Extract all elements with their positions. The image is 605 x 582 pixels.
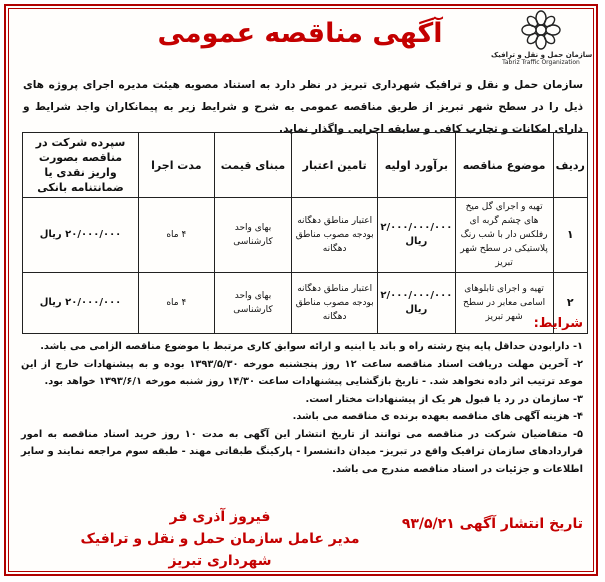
row-subject: تهیه و اجرای گل میخ های چشم گربه ای رفلکس دار با شب رنگ پلاستیکی در سطح شهر تبریز <box>455 198 553 273</box>
header-funding: تامین اعتبار <box>292 133 378 198</box>
table-row <box>23 273 588 334</box>
condition-item: ۵- متقاضیان شرکت در مناقصه می توانند از تاریخ انتشار این آگهی به مدت ۱۰ روز خرید اسناد مناقصه به امور قراردادهای سازمان ترافیک واقع در تبریز- میدان دانشسرا - پارکینگ طبقاتی مهند - طبقه سوم مراجعه نمایند و سایر اطلاعات و جزئیات در اسناد مناقصه مندرج می باشد. <box>21 428 583 475</box>
row-price-basis: بهای واحد کارشناسی <box>214 273 292 334</box>
header-deposit: سپرده شرکت در مناقصه بصورت واریز نقدی یا ضمانتنامه بانکی <box>23 133 139 198</box>
row-funding: اعتبار مناطق دهگانه بودجه مصوب مناطق دهگانه <box>292 273 378 334</box>
header-num: ردیف <box>553 133 588 198</box>
header-estimate: برآورد اولیه <box>378 133 456 198</box>
table-row <box>23 198 588 273</box>
notice-title: آگهی مناقصه عمومی <box>157 18 443 49</box>
flower-logo-icon <box>521 10 561 50</box>
condition-item: ۳- سازمان در رد یا قبول هر یک از پیشنهادات مختار است. <box>305 393 583 405</box>
org-name-en: Tabriz Traffic Organization <box>502 59 580 66</box>
row-num: ۲ <box>553 273 588 334</box>
conditions-list <box>21 338 583 478</box>
header-duration: مدت اجرا <box>139 133 215 198</box>
row-subject: تهیه و اجرای تابلوهای اسامی معابر در سطح شهر تبریز <box>455 273 553 334</box>
signer-title: مدیر عامل سازمان حمل و نقل و ترافیک شهرداری تبریز <box>80 531 360 569</box>
signature-block <box>70 506 370 572</box>
row-deposit: ۲۰/۰۰۰/۰۰۰ ریال <box>23 273 139 334</box>
table-header-row <box>23 133 588 198</box>
row-estimate: ۲/۰۰۰/۰۰۰/۰۰۰ ریال <box>378 198 456 273</box>
tender-table <box>22 132 588 334</box>
header-subject: موضوع مناقصه <box>455 133 553 198</box>
row-funding: اعتبار مناطق دهگانه بودجه مصوب مناطق دهگانه <box>292 198 378 273</box>
condition-item: ۱- دارابودن حداقل پایه پنج رشته راه و باند یا ابنیه و ارائه سوابق کاری مرتبط با موضوع مناقصه الزامی می باشد. <box>40 341 583 352</box>
row-price-basis: بهای واحد کارشناسی <box>214 198 292 273</box>
publish-date: تاریخ انتشار آگهی ۹۳/۵/۲۱ <box>401 516 583 532</box>
header-price-basis: مبنای قیمت <box>214 133 292 198</box>
row-deposit: ۲۰/۰۰۰/۰۰۰ ریال <box>23 198 139 273</box>
intro-paragraph: سازمان حمل و نقل و ترافیک شهرداری تبریز در نظر دارد به استناد مصوبه هیئت مدیره اجرای پروژه های ذیل را در سطح شهر تبریز از طریق مناقصه عمومی به شرح و شرایط زیر به پیمانکاران واجد شرایط و دارای امکانات و تجارب کافی و سابقه اجرایی واگذار نماید. <box>23 79 583 135</box>
row-estimate: ۲/۰۰۰/۰۰۰/۰۰۰ ریال <box>378 273 456 334</box>
signer-name: فیروز آذری فر <box>169 509 271 525</box>
row-duration: ۴ ماه <box>139 198 215 273</box>
condition-item: ۴- هزینه آگهی های مناقصه بعهده برنده ی مناقصه می باشد. <box>292 411 583 422</box>
row-num: ۱ <box>553 198 588 273</box>
organization-logo <box>491 10 591 70</box>
condition-item: ۲- آخرین مهلت دریافت اسناد مناقصه ساعت ۱۲ روز پنجشنبه مورخه ۱۳۹۳/۵/۳۰ بوده و به پیشنهادات خارج از این موعد ترتیب اثر داده نخواهد شد. - تاریخ بازگشایی پیشنهادات ساعت ۱۴/۳۰ روز شنبه مورخه ۱۳۹۳/۶/۱ خواهد بود. <box>21 358 584 387</box>
conditions-heading: شرایط: <box>533 316 583 331</box>
org-name-fa: سازمان حمل و نقل و ترافیک <box>491 51 593 59</box>
row-duration: ۴ ماه <box>139 273 215 334</box>
